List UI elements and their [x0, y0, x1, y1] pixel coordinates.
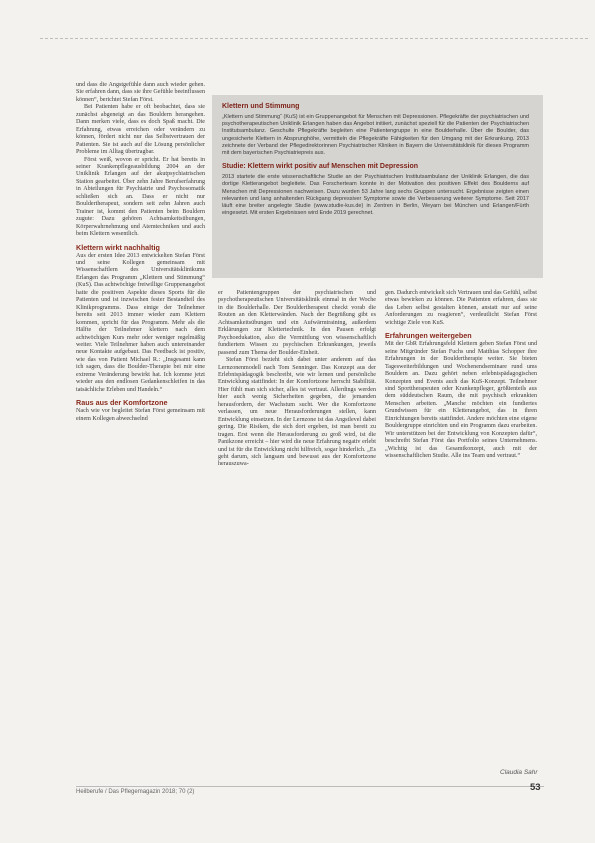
top-divider: [40, 38, 588, 39]
section-heading: Raus aus der Komfortzone: [76, 398, 168, 408]
info-box: [212, 95, 543, 278]
paragraph: und dass die Angstgefühle dann auch wieder gehen. Sie erfahren dann, dass sie ihre Gefühle beeinflussen können“, berichtet Stefan Först.: [76, 82, 205, 103]
author-credit: Claudia Sahr: [500, 769, 538, 776]
paragraph: Nach wie vor begleitet Stefan Först gemeinsam mit einem Kollegen abwechselnd: [76, 408, 205, 422]
paragraph: Först weiß, wovon er spricht. Er hat bereits in seiner Krankenpflegeausbildung 2004 an der Uniklinik Erlangen auf der akutpsychiatrischen Station gearbeitet. Über zehn Jahre Berufserfahrung in Abteilungen für Psychiatrie und Psychosomatik schließen sich an. Dass er nicht nur Bouldertherapeut, sondern seit zehn Jahren auch Trainer ist, kommt den Patienten beim Bouldern zugute: Dazu gehören Achtsamkeitsübungen, Körperwahrnehmung und Atemtechniken und auch beim Klettern wesentlich.: [76, 156, 205, 238]
info-box-title: Studie: Klettern wirkt positiv auf Menschen mit Depression: [222, 163, 419, 171]
section-heading: Klettern wirkt nachhaltig: [76, 242, 160, 252]
paragraph: Stefan Först bezieht sich dabei unter anderem auf das Lernzonenmodell nach Tom Senninger. Das Konzept aus der Erlebnispädagogik beschreibt, wie wir lernen und persönliche Entwicklung stattfindet: In der Komfortzone herrscht Stabilität. Hier fühlt man sich sicher, alles ist vertraut. Allerdings werden hier auch wenig Sicherheiten gegeben, die jemanden herausfordern, der Wachstum sucht. Wer die Komfortzone verlassen, um neue Herausforderungen stellen, kann Entwicklung einsetzen. In der Lernzone ist das Angstlevel dabei gering. Die Risiken, die sich dort ergeben, ist man bereit zu tragen. Erst wenn die Herausforderung zu groß wird, ist die Panikzone erreicht – hier wird die neue Erfahrung negativ erlebt und ist für die Entwicklung nicht hilfreich, sogar hinderlich. „Es geht darum, sich langsam und bewusst aus der Komfortzone herauszuwa-: [218, 357, 376, 468]
text-column-middle: [218, 290, 376, 469]
text-column-left: [76, 82, 205, 423]
footer-divider: [76, 786, 544, 787]
footer-citation: Heilberufe / Das Pflegemagazin 2018; 70 (2): [76, 789, 195, 795]
page-number: 53: [530, 782, 541, 793]
info-box-title: Klettern und Stimmung: [222, 103, 300, 110]
paragraph: Mit der GbR Erfahrungsfeld Klettern geben Stefan Först und seine Mitgründer Stefan Fuchs und Matthias Schopper ihre Erfahrungen in der Bouldertherapie weiter. Sie bieten Tagesweiterbildungen und Wochenendseminare rund ums Bouldern an. Dazu gehört neben erlebnispädagogischen Konzepten und Events auch das KuS-Konzept. Teilnehmer sind Sporttherapeuten oder Krankenpfleger, größtenteils aus dem süddeutschen Raum, die mit psychisch erkrankten Menschen arbeiten. „Manche möchten ein fundiertes Grundwissen für ein Kletterangebot, das in ihren Einrichtungen bereits stattfindet. Andere möchten eine eigene Bouldergruppe einrichten und ein Programm dazu erarbeiten. Wir unterstützen bei der Entwicklung von Konzepten dafür“, beschreibt Stefan Först das Portfolio seines Unternehmens. „Wichtig ist das Gesamtkonzept, auch mit der wissenschaftlichen Studie. Alle ins Team und vertraut.“: [385, 341, 537, 460]
paragraph: gen. Dadurch entwickelt sich Vertrauen und das Gefühl, selbst etwas bewirken zu können. Die Patienten erfahren, dass sie das Leben selbst gestalten können, anstatt nur auf seine Anforderungen zu reagieren“, verdeutlicht Stefan Först wichtige Ziele von KuS.: [385, 290, 537, 326]
text-column-right: [385, 290, 537, 461]
paragraph: er Patientengruppen der psychiatrischen und psychotherapeutischen Universitätsklinik einmal in der Woche in die Boulderhalle. Der Bouldertherapeut checkt vorab die Routen an den Kletterwänden. Nach der Begrüßung gibt es Achtsamkeitsübungen und ein Aufwärmtraining, außerdem Erklärungen zur Klettertechnik. In den Pausen erfolgt Psychoedukation, also die Vermittlung von wissenschaftlich fundiertem Wissen zu psychischen Erkrankungen, jeweils passend zum Thema der Boulder-Einheit.: [218, 290, 376, 356]
paragraph: Aus der ersten Idee 2013 entwickelten Stefan Först und seine Kollegen gemeinsam mit Wissenschaftlern des Universitätsklinikums Erlangen das Programm „Klettern und Stimmung“ (KuS). Das achtwöchige freiwillige Gruppenangebot hatte die positiven Aspekte dieses Sports für die Patienten und ist inzwischen fester Bestandteil des Klinikprogramms. Dass einige der Teilnehmer bereits seit 2013 immer wieder zum Klettern kommen, spricht für das Programm. Mehr als die Hälfte der Teilnehmer klettern nach dem achtwöchigen Kurs mehr oder weniger regelmäßig weiter. Viele Teilnehmer haben auch untereinander neue Kontakte aufgebaut. Das Feedback ist positiv, wie das von Patient Michael R.: „Insgesamt kann ich sagen, dass die Boulder-Therapie bei mir eine extreme Veränderung bewirkt hat. Ich komme jetzt wieder aus den endlosen Gedankenschleifen in das tatsächliche Erleben und Handeln.“: [76, 252, 205, 393]
info-box-text: „Klettern und Stimmung“ (KuS) ist ein Gruppenangebot für Menschen mit Depressionen. Pflegekräfte der psychiatrischen und psychotherapeutischen Uniklinik Erlangen haben das Angebot initiiert, zunächst speziell für die Patienten der Psychiatrischen Institutsambulanz. Geschulte Pflegekräfte begleiten eine Patientengruppe in eine Boulderhalle. Über die Boulder, das ungesicherte Klettern in Absprunghöhe, vermitteln die Pflegekräfte Fähigkeiten für den Umgang mit der Erkrankung. 2013 zeichnete der Verband der Pflegedirektorinnen Psychiatrischer Kliniken in Bayern die Universitätsklinik für dieses Programm mit dem bayerischen Psychiatriepreis aus.: [222, 114, 529, 157]
section-heading: Erfahrungen weitergeben: [385, 331, 472, 341]
paragraph: Bei Patienten habe er oft beobachtet, dass sie zunächst abgeneigt an das Bouldern herangehen. Dann merken viele, dass es doch Spaß macht. Die Erfahrung, etwas erreichen oder verändern zu können, fördert nicht nur das Selbstvertrauen der Patienten. Sie ist auch auf die Lösung persönlicher Probleme im Alltag übertragbar.: [76, 104, 205, 156]
info-box-text: 2013 startete die erste wissenschaftliche Studie an der Psychiatrischen Institutsambulanz der Uniklinik Erlangen, die das dortige Kletterangebot begleitete. Das Forscherteam konnte in der Motivation des positiven Effekt des Boulderns auf Menschen mit Depressionen nachweisen. Dazu wurden 53 Jahre lang sechs Gruppen untersucht. Ergebnisse zeigten einen relevanten und lang anhaltenden Rückgang depressiver Symptome sowie die Verbesserung weiterer Symptome. Seit 2017 läuft eine breiter angelegte Studie (www.studie-kus.de) in Zentren in Berlin, Weyarn bei München und Erlangen/Fürth eingesetzt. Mit ersten Ergebnissen wird Ende 2019 gerechnet.: [222, 174, 529, 217]
